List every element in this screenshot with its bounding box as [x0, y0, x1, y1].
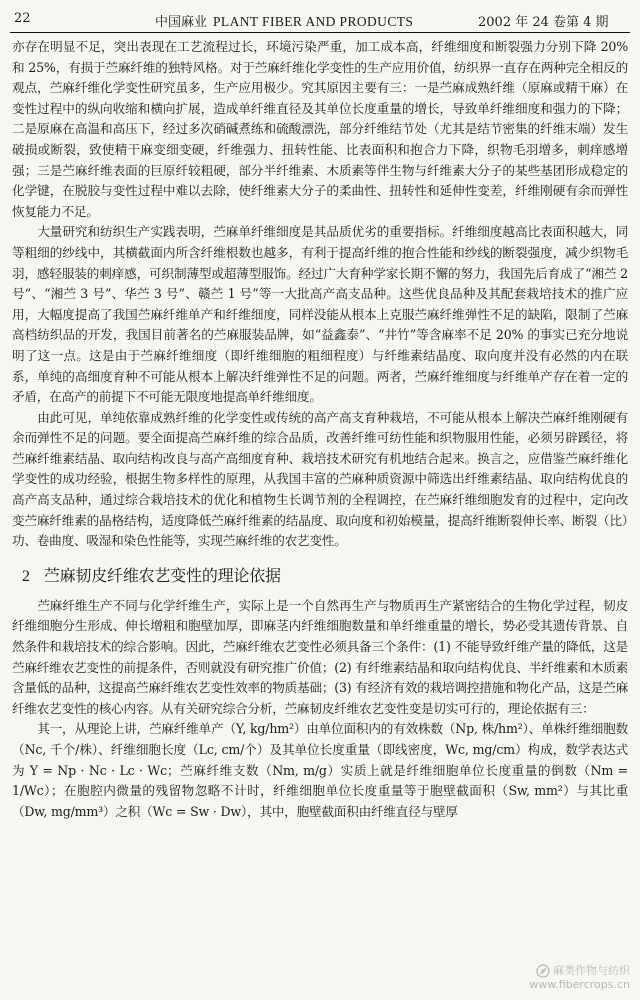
page-header [0, 0, 640, 34]
header-rule [10, 32, 630, 33]
journal-title [155, 11, 413, 30]
watermark-line2: www.fibercrops.cn [529, 978, 630, 991]
article-body [12, 37, 628, 822]
paragraph-1: 亦存在明显不足，突出表现在工艺流程过长，环境污染严重，加工成本高，纤维细度和断裂强力分别下降 20% 和 25%，有损于苎麻纤维的独特风格。对于苎麻纤维化学变性的生产应用价值，纺织界一直存在两种完全相反的观点，苎麻纤维化学变性研究虽多，生产应用极少。究其原因主要有三：一是苎麻成熟纤维（原麻或精干麻）在变性过程中的纵向收缩和横向扩展，造成单纤维直径及其单位长度重量的增长，导致单纤维细度和强力的下降；二是原麻在高温和高压下，经过多次硝碱煮练和硫酸漂洗，部分纤维结节处（尤其是结节密集的纤维末端）发生破损或断裂，致使精干麻变细变硬，纤维强力、扭转性能、比表面积和抱合力下降，织物毛羽增多，刺痒感增强；三是苎麻纤维表面的巨原纤较粗硬，部分半纤维素、木质素等伴生物与纤维素大分子的某些基团形成稳定的化学键，在脱胶与变性过程中难以去除，使纤维素大分子的柔曲性、扭转性和延伸性变差，纤维刚硬有余而弹性恢复能力不足。 [12, 39, 628, 219]
journal-title-cn: 中国麻业 [155, 15, 208, 30]
page-number: 22 [14, 11, 31, 26]
watermark-line1: 麻类作物与纺织 [553, 964, 630, 977]
paragraph-2: 大量研究和纺织生产实践表明，苎麻单纤维细度是其品质优劣的重要指标。纤维细度越高比表面积越大，同等粗细的纱线中，其横截面内所含纤维根数也越多，有利于提高纤维的抱合性能和纱线的断裂强度，减少织物毛羽，感轻服装的刺痒感，可织制薄型或超薄型服饰。经过广大育种学家长期不懈的努力，我国先后育成了“湘苎 2 号”、“湘苎 3 号”、华苎 3 号”、赣苎 1 号”等一大批高产高支品种。这些优良品种及其配套栽培技术的推广应用，大幅度提高了我国苎麻纤维单产和纤维细度，同样没能从根本上克服苎麻纤维弹性不足的缺陷，限制了苎麻高档纺织品的开发，我国目前著名的苎麻服装品牌，如“益鑫泰”、“井竹”等含麻率不足 20% 的事实已充分地说明了这一点。这是由于苎麻纤维细度（即纤维细胞的粗细程度）与纤维素结晶度、取向度并没有必然的内在联系，单纯的高细度育种不可能从根本上解决纤维弹性不足的问题。两者，苎麻纤维细度与纤维单产存在着一定的矛盾，在高产的前提下不可能无限度地提高单纤维细度。 [12, 224, 628, 405]
section-heading [12, 565, 628, 588]
site-watermark [529, 964, 630, 992]
fiber-leaf-icon [536, 964, 550, 978]
watermark-title [529, 964, 630, 978]
issue-info: 2002 年 24 卷第 4 期 [478, 15, 609, 30]
paragraph-5: 其一，从理论上讲，苎麻纤维单产（Y, kg/hm²）由单位面积内的有效株数（Np, 株/hm²）、单株纤维细胞数（Nc, 千个/株）、纤维细胞长度（Lc, cm/个）及其单位长度重量（即线密度，Wc, mg/cm）构成，数学表达式为 Y = Np · Nc · Lc · Wc；苎麻纤维支数（Nm, m/g）实质上就是纤维细胞单位长度重量的倒数（Nm = 1/Wc）；在胞腔内微量的残留物忽略不计时，纤维细胞单位长度重量等于胞壁截面积（Sw, mm²）与其比重（Dw, mg/mm³）之积（Wc = Sw · Dw），其中，胞壁截面积由纤维直径与壁厚 [12, 721, 628, 819]
paragraph-4: 苎麻纤维生产不同与化学纤维生产，实际上是一个自然再生产与物质再生产紧密结合的生物化学过程，韧皮纤维细胞分生形成、伸长增粗和胞壁加厚，即麻茎内纤维细胞数量和单纤维重量的增长，势必受其遗传背景、自然条件和栽培技术的综合影响。因此，苎麻纤维农艺变性必须具备三个条件：(1) 不能导致纤维产量的降低，这是苎麻纤维农艺变性的前提条件，否则就没有研究推广价值；(2) 有纤维素结晶和取向结构优良、半纤维素和木质素含量低的品种，这提高苎麻纤维农艺变性效率的物质基础；(3) 有经济有效的栽培调控措施和物化产品，这是苎麻纤维农艺变性的核心内容。从有关研究综合分析，苎麻韧皮纤维农艺变性变是切实可行的，理论依据有三： [12, 597, 628, 716]
paragraph-3: 由此可见，单纯依靠成熟纤维的化学变性或传统的高产高支育种栽培，不可能从根本上解决苎麻纤维刚硬有余而弹性不足的问题。要全面提高苎麻纤维的综合品质，改善纤维可纺性能和织物服用性能，必须另辟蹊径，将苎麻纤维素结晶、取向结构改良与高产高细度育种、栽培技术研究有机地结合起来。换言之，应借鉴苎麻纤维化学变性的成功经验，根据生物多样性的原理，从我国丰富的苎麻种质资源中筛选出纤维素结晶、取向结构优良的高产高支品种，通过综合栽培技术的优化和植物生长调节剂的全程调控，在苎麻纤维细胞发育的过程中，定向改变苎麻纤维素的晶格结构，适度降低苎麻纤维素的结晶度、取向度和初始模量，提高纤维断裂伸长率、断裂（比）功、卷曲度、吸湿和染色性能等，实现苎麻纤维的农艺变性。 [12, 409, 628, 549]
section-number: 2 [22, 567, 30, 585]
section-title: 苎麻韧皮纤维农艺变性的理论依据 [43, 565, 281, 585]
journal-title-en: PLANT FIBER AND PRODUCTS [213, 14, 414, 29]
